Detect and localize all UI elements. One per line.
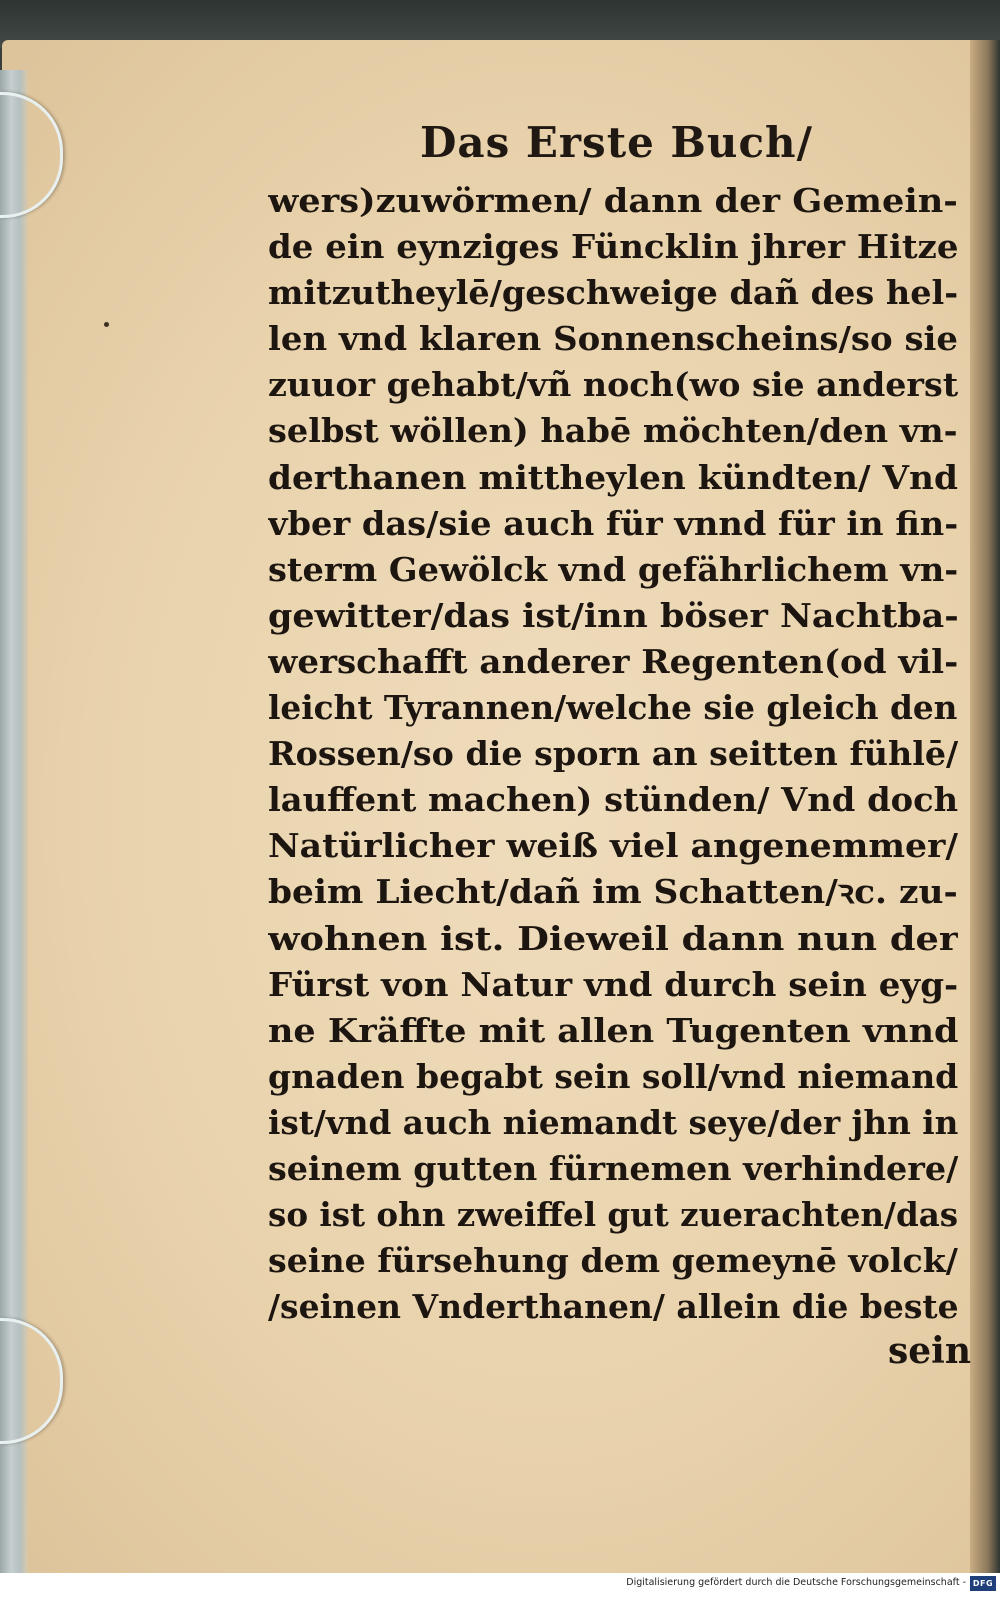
text-line: gnaden begabt sein soll/vnd niemand [268, 1056, 958, 1096]
text-line: zuuor gehabt/vñ noch(wo sie anderst [268, 365, 959, 405]
text-line: seinem gutten fürnemen verhindere/ [268, 1148, 959, 1188]
running-head: Das Erste Buch/ [420, 118, 813, 167]
text-line: leicht Tyrannen/welche sie gleich den [268, 688, 958, 728]
text-line: mitzutheylē/geschweige dañ des hel- [268, 273, 959, 313]
text-line: seine fürsehung dem gemeynē volck/ [268, 1241, 958, 1281]
text-line: wers)zuwörmen/ dann der Gemein- [268, 181, 958, 220]
text-line: vber das/sie auch für vnnd für in fin- [268, 503, 958, 543]
text-line: Rossen/so die sporn an seitten fühlē/ [268, 734, 959, 774]
text-line: beim Liecht/dañ im Schatten/ꝛc. zu- [268, 872, 958, 912]
ink-speck [104, 322, 109, 327]
text-line: werschafft anderer Regenten(od vil- [268, 641, 959, 681]
text-line: derthanen mittheylen kündten/ Vnd [268, 457, 958, 497]
body-text [268, 178, 958, 1330]
text-line: Fürst von Natur vnd durch sein eyg- [268, 964, 959, 1004]
footer-bar [0, 1573, 1000, 1597]
text-line: so ist ohn zweiffel gut zuerachten/das [268, 1195, 959, 1235]
page-edge-shadow [970, 40, 1000, 1573]
text-line: ist/vnd auch niemandt seye/der jhn in [268, 1102, 959, 1142]
text-line: ne Kräffte mit allen Tugenten vnnd [268, 1010, 959, 1050]
dfg-logo: DFG [970, 1576, 996, 1591]
text-line: de ein eynziges Füncklin jhrer Hitze [268, 227, 959, 267]
text-line: len vnd klaren Sonnenscheins/so sie [268, 319, 958, 359]
text-line: Natürlicher weiß viel angenemmer/ [268, 826, 958, 866]
text-line: gewitter/das ist/inn böser Nachtba- [268, 595, 959, 635]
text-line: lauffent machen) stünden/ Vnd doch [268, 780, 959, 820]
text-line: sterm Gewölck vnd gefährlichem vn- [268, 549, 958, 589]
text-line: wohnen ist. Dieweil dann nun der [268, 918, 958, 958]
funding-credit: Digitalisierung gefördert durch die Deutsche Forschungsgemeinschaft - [626, 1577, 966, 1588]
text-line: /seinen Vnderthanen/ allein die beste [268, 1287, 959, 1327]
catchword: sein [888, 1330, 972, 1372]
text-line: selbst wöllen) habē möchten/den vn- [268, 411, 958, 451]
